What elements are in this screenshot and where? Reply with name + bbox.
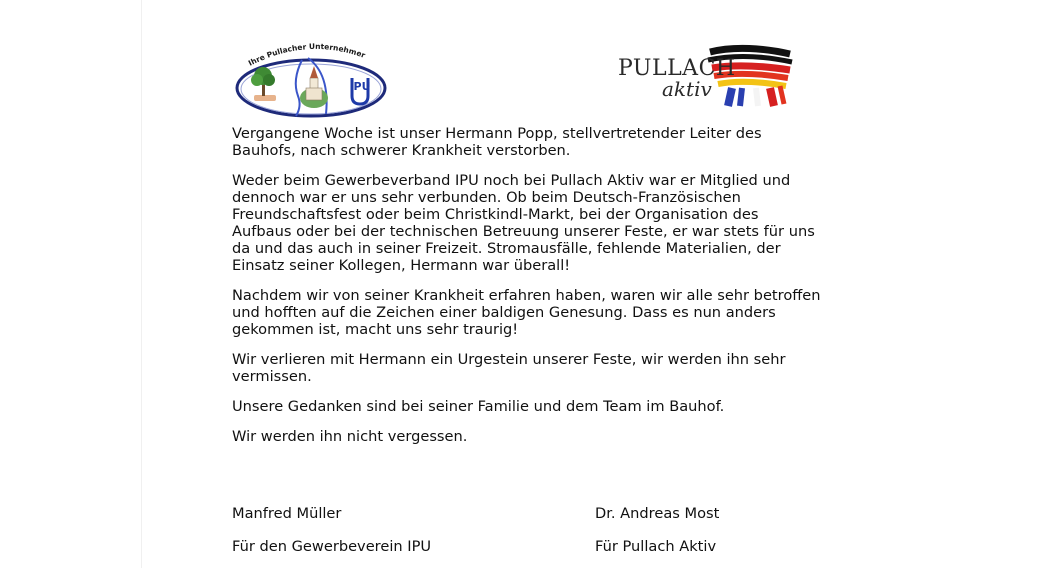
signature-left-org: Für den Gewerbeverein IPU [232,538,432,555]
paragraph-1: Vergangene Woche ist unser Hermann Popp, stellvertretender Leiter des Bauhofs, nach schwerer Krankheit verstorben. [232,125,762,159]
ipu-logo [232,40,390,122]
paragraph-6: Wir werden ihn nicht vergessen. [232,428,468,445]
aktiv-logo-text: aktiv [662,77,712,101]
letter-body [232,125,822,458]
signature-right-name: Dr. Andreas Most [595,505,720,522]
signature-left-name: Manfred Müller [232,505,342,522]
pullach-logo-text: PULLACH [618,56,736,81]
paragraph-4: Wir verlieren mit Hermann ein Urgestein unserer Feste, wir werden ihn sehr vermissen. [232,351,786,385]
pullach-aktiv-logo [614,44,796,110]
page-edge-divider [141,0,142,568]
signature-right-org: Für Pullach Aktiv [595,538,717,555]
paragraph-3: Nachdem wir von seiner Krankheit erfahren haben, waren wir alle sehr betroffen und hofften auf die Zeichen einer baldigen Genesung. Dass es nun anders gekommen ist, macht uns sehr traurig! [232,287,821,338]
paragraph-5: Unsere Gedanken sind bei seiner Familie und dem Team im Bauhof. [232,398,725,415]
ipu-mark-text: IPU [349,80,371,93]
paragraph-2: Weder beim Gewerbeverband IPU noch bei Pullach Aktiv war er Mitglied und dennoch war er uns sehr verbunden. Ob beim Deutsch-Französischen Freundschaftsfest oder beim Christkindl-Markt, bei der Organisation des Aufbaus oder bei der technischen Betreuung unserer Feste, er war stets für uns da und das auch in seiner Freizeit. Stromausfälle, fehlende Materialien, der Einsatz seiner Kollegen, Hermann war überall! [232,172,815,274]
ipu-arc-text: Ihre Pullacher Unternehmer [246,41,367,68]
